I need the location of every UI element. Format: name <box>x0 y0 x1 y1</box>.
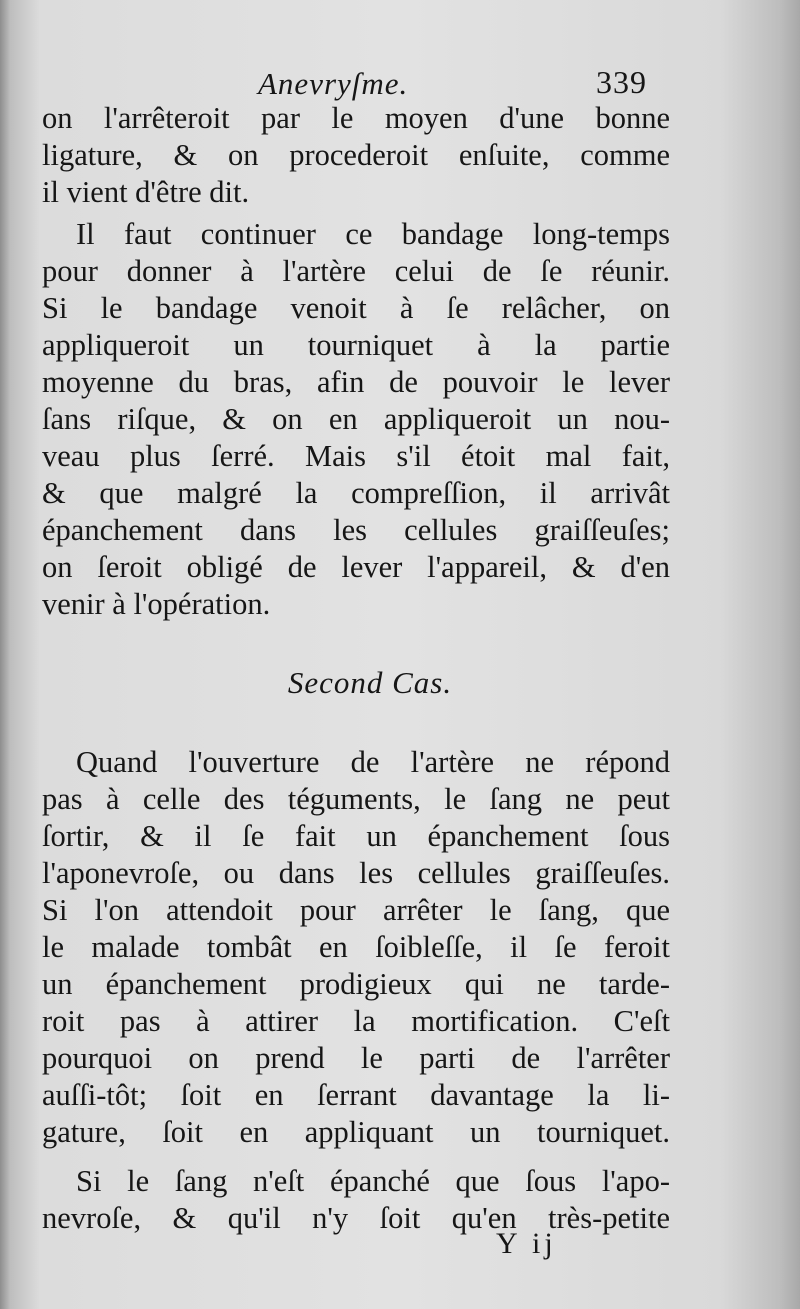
text-line: il vient d'être dit. <box>42 175 250 209</box>
text-line: Il faut continuer ce bandage long-temps <box>76 217 670 251</box>
text-line: veau plus ſerré. Mais s'il étoit mal fait, <box>42 439 670 473</box>
text-line: pourquoi on prend le parti de l'arrêter <box>42 1041 670 1075</box>
text-line: l'aponevroſe, ou dans les cellules graiſſeuſes. <box>42 856 670 890</box>
text-line: pas à celle des téguments, le ſang ne peut <box>42 782 670 816</box>
paragraph-continuation <box>42 100 670 211</box>
text-line: ligature, & on procederoit enſuite, comme <box>42 138 670 172</box>
running-head-title: Anevryſme. <box>258 66 409 101</box>
section-heading: Second Cas. <box>287 665 453 700</box>
text-line: le malade tombât en ſoibleſſe, il ſe feroit <box>42 930 670 964</box>
text-line: Si le ſang n'eſt épanché que ſous l'apo- <box>76 1164 670 1198</box>
text-line: appliqueroit un tourniquet à la partie <box>42 328 670 362</box>
paragraph-bandage <box>42 216 670 623</box>
text-line: pour donner à l'artère celui de ſe réunir. <box>42 254 670 288</box>
text-line: on l'arrêteroit par le moyen d'une bonne <box>42 101 670 135</box>
text-line: ſans riſque, & on en appliqueroit un nou- <box>42 402 670 436</box>
text-line: un épanchement prodigieux qui ne tarde- <box>42 967 670 1001</box>
text-line: nevroſe, & qu'il n'y ſoit qu'en très-petite <box>42 1201 670 1235</box>
text-line: venir à l'opération. <box>42 587 271 621</box>
text-line: on ſeroit obligé de lever l'appareil, & d'en <box>42 550 670 584</box>
text-line: épanchement dans les cellules graiſſeuſes; <box>42 513 670 547</box>
paragraph-second-case <box>42 744 670 1151</box>
text-line: & que malgré la compreſſion, il arrivât <box>42 476 670 510</box>
text-line: Si le bandage venoit à ſe relâcher, on <box>42 291 670 325</box>
text-line: auſſi-tôt; ſoit en ſerrant davantage la li- <box>42 1078 670 1112</box>
page-number: 339 <box>596 64 647 100</box>
text-line: Si l'on attendoit pour arrêter le ſang, que <box>42 893 670 927</box>
text-line: gature, ſoit en appliquant un tourniquet. <box>42 1115 670 1149</box>
text-line: roit pas à attirer la mortification. C'eſt <box>42 1004 670 1038</box>
text-line: ſortir, & il ſe fait un épanchement ſous <box>42 819 670 853</box>
text-line: Quand l'ouverture de l'artère ne répond <box>76 745 670 779</box>
text-line: moyenne du bras, afin de pouvoir le lever <box>42 365 670 399</box>
paragraph-aponevrose <box>42 1163 670 1237</box>
signature-mark: Y ij <box>496 1227 557 1260</box>
